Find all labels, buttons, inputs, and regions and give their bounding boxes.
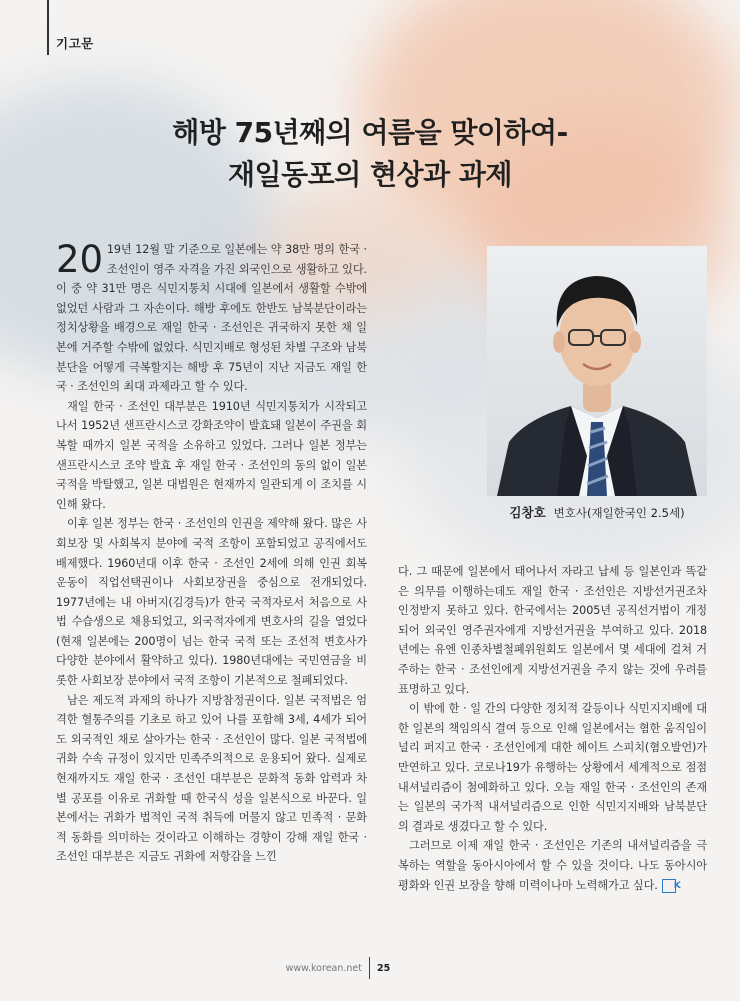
paragraph: 이후 일본 정부는 한국 · 조선인의 인권을 제약해 왔다. 많은 사회보장 및 사회복지 분야에 국적 조항이 포함되었고 공직에서도 배제했다. 1960년대 이후 한국 · 조선인 2세에 의해 인권 회복 운동이 직업선택권이나 사회보장권을 중심으로 전개되었다. 1977년에는 내 아버지(김경득)가 한국 국적자로서 처음으로 사법 수습생으로 채용되었고, 외국적자에게 변호사의 길을 열었다(현재 일본에는 200명이 넘는 한국 국적 또는 조선적 변호사가 다양한 분야에서 활약하고 있다). 1980년대에는 국민연금을 비롯한 사회보장 분야에서 국적 조항이 기본적으로 철폐되었다. [56,517,367,688]
page-number: 25 [377,963,391,974]
article-end-icon: K [662,879,676,893]
paragraph: 20 19년 12월 말 기준으로 일본에는 약 38만 명의 한국 · 조선인이 영주 자격을 가진 외국인으로 생활하고 있다. 이 중 약 31만 명은 식민지통치 시대에 일본에서 생활할 수밖에 없었던 사람과 그 자손이다. 해방 후에도 한반도 남북분단이라는 정치상황을 배경으로 재일 한국 · 조선인은 귀국하지 못한 채 일본에 거주할 수밖에 없었다. 식민지배로 형성된 차별 구조와 남북분단을 어떻게 극복할지는 해방 후 75년이 지난 지금도 재일 한국 · 조선인의 최대 과제라고 할 수 있다. [56,238,367,394]
title-line-2: 재일동포의 현상과 과제 [228,158,512,191]
body-column-right [398,562,707,895]
author-photo [487,246,707,496]
footer-divider [369,957,370,979]
article-title [0,112,740,196]
title-line-1: 해방 75년째의 여름을 맞이하여- [172,116,568,149]
body-column-left [56,240,367,867]
paragraph: 재일 한국 · 조선인 대부분은 1910년 식민지통치가 시작되고 나서 1952년 샌프란시스코 강화조약이 발효돼 일본이 주권을 회복할 때까지 일본 국적을 소유하고 있었다. 그러나 일본 정부는 샌프란시스코 조약 발효 후 재일 한국 · 조선인의 동의 없이 일본 국적을 박탈했고, 일본 대법원은 현재까지 일관되게 이 조치를 시인해 왔다. [56,399,367,511]
author-role: 변호사(재일한국인 2.5세) [553,506,685,520]
drop-cap: 20 [56,238,103,281]
footer-url[interactable]: www.korean.net [285,963,362,974]
section-rule [47,0,49,55]
author-name: 김창호 [509,505,546,520]
paragraph: 다. 그 때문에 일본에서 태어나서 자라고 납세 등 일본인과 똑같은 의무를 이행하는데도 재일 한국 · 조선인은 지방선거권조차 인정받지 못하고 있다. 한국에서는 2005년 공직선거법이 개정되어 외국인 영주권자에게 지방선거권을 부여하고 있다. 2018년에는 유엔 인종차별철폐위원회도 일본에서 몇 세대에 걸쳐 거주하는 한국 · 조선인에게 지방선거권을 주지 않는 것에 우려를 표명하고 있다. [398,565,707,696]
paragraph: 남은 제도적 과제의 하나가 지방참정권이다. 일본 국적법은 엄격한 혈통주의를 기초로 하고 있어 나를 포함해 3세, 4세가 되어도 외국적인 채로 살아가는 한국 · 조선인이 많다. 일본 국적법에 귀화 수속 규정이 있지만 민족주의적으로 운용되어 왔다. 실제로 현재까지도 재일 한국 · 조선인 대부분은 문화적 동화 압력과 차별 공포를 이유로 귀화할 때 한국식 성을 일본식으로 바꾼다. 일본에서는 귀화가 법적인 국적 취득에 머물지 않고 민족적 · 문화적 동화를 의미하는 것이라고 이해하는 경향이 강해 재일 한국 · 조선인 대부분은 지금도 귀화에 저항감을 느낀 [56,693,367,864]
photo-caption [487,503,707,521]
section-label: 기고문 [56,36,94,51]
paragraph: 이 밖에 한 · 일 간의 다양한 정치적 갈등이나 식민지지배에 대한 일본의 책임의식 결여 등으로 인해 일본에서는 혐한 움직임이 널리 퍼지고 한국 · 조선인에게 대한 헤이트 스피치(혐오발언)가 만연하고 있다. 코로나19가 유행하는 상황에서 세계적으로 점점 내셔널리즘이 첨예화하고 있다. 오늘 재일 한국 · 조선인의 존재는 일본의 국가적 내셔널리즘으로 인한 식민지지배와 남북분단의 결과로 생겼다고 할 수 있다. [398,702,707,833]
paragraph: 그러므로 이제 재일 한국 · 조선인은 기존의 내셔널리즘을 극복하는 역할을 동아시아에서 할 수 있을 것이다. 나도 동아시아 평화와 인권 보장을 향해 미력이나마 노력해가고 싶다. K [398,839,707,892]
